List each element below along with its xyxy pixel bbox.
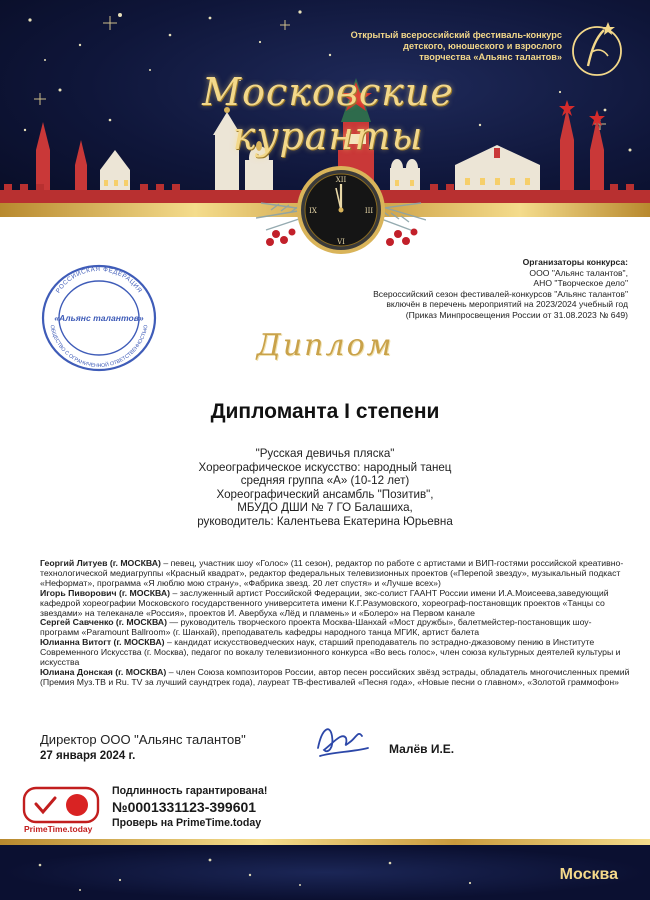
festival-description (312, 30, 562, 63)
organizer-line: включён в перечень мероприятий на 2023/2024 учебный год (386, 299, 628, 309)
jury-bio: — руководитель творческого проекта Москва-Шанхай «Мост дружбы», балетмейстер-постановщик шоу-программ «Paramount Ballroom» (г. Шанхай), преподаватель кафедры народного танца МГИК, артист балета (40, 617, 592, 638)
festival-line: детского, юношеского и взрослого (403, 41, 562, 51)
jury-bio: – кандидат искусствоведческих наук, старший преподаватель по эстрадно-джазовому пению в Институте Современного Искусства (г. Москва), педагог по вокалу телевизионного конкурса «Во весь голос», член союза культурных деятелей культуры и искусства (40, 637, 621, 668)
participant-line: МБУДО ДШИ № 7 ГО Балашиха, (237, 501, 413, 514)
authenticity-note: Подлинность гарантирована! (112, 785, 268, 797)
issue-date: 27 января 2024 г. (40, 750, 136, 762)
director-name: Малёв И.Е. (389, 742, 455, 756)
svg-text:IX: IX (309, 207, 317, 215)
jury-member (40, 589, 630, 619)
festival-title: Московские куранты (202, 70, 454, 158)
stamp-center-text: «Альянс талантов» (54, 313, 144, 323)
svg-text:VI: VI (337, 238, 345, 246)
verify-link[interactable]: Проверь на PrimeTime.today (112, 817, 262, 829)
stamp-ring-bottom: ОБЩЕСТВО С ОГРАНИЧЕННОЙ ОТВЕТСТВЕННОСТЬЮ (48, 324, 150, 369)
footer-banner (0, 845, 650, 900)
participant-line: Хореографическое искусство: народный танец (198, 460, 452, 474)
participant-line: "Русская девичья пляска" (255, 447, 395, 460)
jury-member (40, 638, 630, 668)
organizer-line: ООО "Альянс талантов", (529, 267, 628, 278)
jury-member (40, 668, 630, 688)
festival-logo-icon (566, 18, 628, 80)
festival-line: Открытый всероссийский фестиваль-конкурс (350, 30, 562, 40)
jury-name: Юлианна Витогт (г. МОСКВА) (40, 637, 165, 648)
jury-name: Сергей Савченко (г. МОСКВА) (40, 617, 167, 628)
svg-text:XII: XII (335, 176, 347, 184)
jury-bio: – член Союза композиторов России, автор песен российских звёзд эстрады, обладатель многочисленных премий (Премия Муз.ТВ и Ru. TV за лучший саундтрек года), лауреат ТВ-фестивалей «Песня года», «Новые песни о главном», «Золотой граммофон» (40, 666, 630, 687)
verification-block (112, 785, 267, 829)
svg-text:III: III (364, 207, 374, 215)
diploma-heading: Диплом (256, 328, 394, 363)
organizer-line: АНО "Творческое дело" (533, 278, 628, 288)
jury-member (40, 559, 630, 589)
footer-sparkles (0, 845, 650, 900)
stamp-ring-top: РОССИЙСКАЯ ФЕДЕРАЦИЯ (54, 265, 144, 295)
svg-text:РОССИЙСКАЯ ФЕДЕРАЦИЯ (55, 266, 143, 295)
organizers-block (248, 257, 628, 320)
jury-bio: – заслуженный артист Российской Федерации, экс-солист ГААНТ России имени И.А.Моисеева,заведующий кафедрой хореографии Московского государственного университета имени К.Г.Разумовского, хореограф-постановщик проектов «Танцы со звездами» на телеканале «Россия», проектов И. Авербуха «Лёд и пламень» и «Болеро» на Первом канале (40, 587, 609, 618)
signature-icon (312, 718, 372, 762)
jury-name: Георгий Литуев (г. МОСКВА) (40, 558, 161, 568)
organizers-heading: Организаторы конкурса: (522, 257, 628, 267)
jury-bio: – певец, участник шоу «Голос» (11 сезон), редактор по работе с артистами и ВИП-гостями российской креативно-технологической медиагруппы «Красный квадрат», редактор федеральных телевизионных проектов («Перепой звезду», музыкальный подкаст «Неформат», программа «Я люблю мою страну», «Фабрика звезд. 20 лет спустя» и «Лучше всех») (40, 558, 624, 588)
participant-line: средняя группа «А» (10-12 лет) (240, 474, 410, 487)
participant-details (0, 447, 650, 528)
participant-line: руководитель: Калентьева Екатерина Юрьевна (197, 514, 453, 528)
director-title: Директор ООО "Альянс талантов" (40, 732, 246, 747)
festival-line: творчества «Альянс талантов» (419, 52, 562, 62)
organizer-line: Всероссийский сезон фестивалей-конкурсов "Альянс талантов" (373, 288, 628, 299)
organizer-line: (Приказ Минпросвещения России от 31.08.2023 № 649) (405, 309, 628, 320)
participant-line: Хореографический ансамбль "Позитив", (216, 487, 434, 501)
award-degree: Дипломанта I степени (210, 400, 440, 423)
jury-name: Игорь Пиворович (г. МОСКВА) (40, 587, 171, 598)
jury-name: Юлиана Донская (г. МОСКВА) (40, 666, 167, 677)
jury-list (40, 559, 630, 688)
city-label: Москва (559, 866, 618, 883)
diploma-number: №0001331123-399601 (112, 799, 257, 815)
jury-member (40, 618, 630, 638)
primetime-caption: PrimeTime.today (24, 824, 93, 834)
